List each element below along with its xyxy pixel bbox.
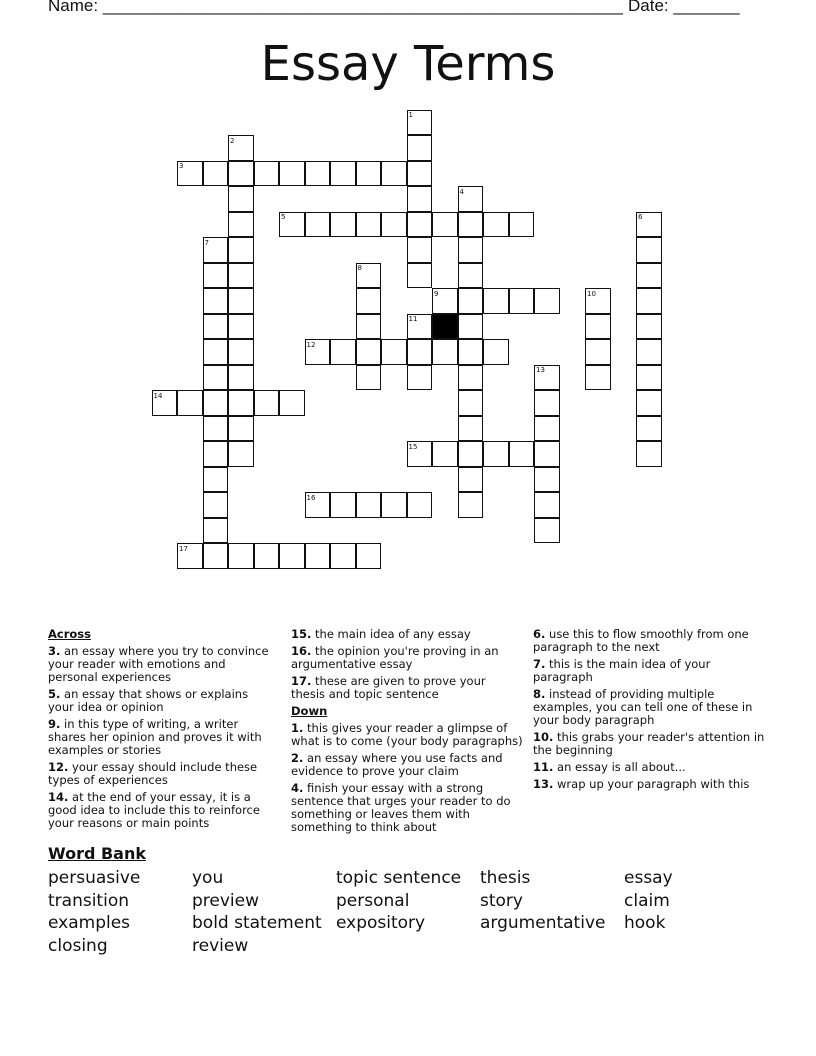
clue-number-label: 3 [179,162,184,170]
clue-number: 14. [48,790,69,804]
crossword-cell[interactable] [381,339,407,365]
clue-number-label: 8 [357,264,362,272]
crossword-cell[interactable] [432,441,458,467]
crossword-cell[interactable] [534,518,560,544]
crossword-cell[interactable] [228,416,254,442]
clue-text: an essay that shows or explains your idea or opinion [48,687,249,714]
clue-number: 10. [533,730,554,744]
crossword-cell[interactable] [356,288,382,314]
crossword-cell[interactable] [458,263,484,289]
crossword-cell[interactable] [279,161,305,187]
word-bank-word: expository [336,913,426,933]
crossword-cell[interactable] [228,314,254,340]
crossword-cell[interactable] [356,161,382,187]
clue-text: this is the main idea of your paragraph [533,657,711,684]
clue-number-label: 16 [306,493,316,502]
clue-text: this gives your reader a glimpse of what is to come (your body paragraphs) [291,721,523,748]
clue-item [533,731,773,757]
crossword-cell[interactable] [483,288,509,314]
crossword-cell[interactable] [407,237,433,263]
crossword-cell[interactable] [203,263,229,289]
crossword-cell[interactable] [228,441,254,467]
crossword-cell[interactable] [534,416,560,442]
page-title: Essay Terms [260,36,556,92]
crossword-cell[interactable] [407,492,433,518]
clue-item [533,658,773,684]
crossword-cell[interactable] [381,161,407,187]
crossword-cell[interactable] [279,543,305,569]
clue-number: 5. [48,687,61,701]
crossword-cell[interactable] [458,467,484,493]
clue-item [48,761,276,787]
crossword-cell[interactable] [458,441,484,467]
clue-number: 12. [48,760,69,774]
crossword-cell[interactable] [228,543,254,569]
clue-text: at the end of your essay, it is a good idea to include this to reinforce your reasons or main points [48,790,260,830]
crossword-cell[interactable] [636,365,662,391]
clue-number: 16. [291,644,312,658]
crossword-cell[interactable] [636,288,662,314]
word-bank-title: Word Bank [48,844,147,863]
clue-item [48,645,276,684]
clue-number: 4. [291,781,304,795]
crossword-cell[interactable] [636,339,662,365]
crossword-cell[interactable] [279,390,305,416]
clue-number-label: 9 [434,289,439,298]
clue-number-label: 12 [306,340,316,349]
crossword-cell[interactable] [356,314,382,340]
crossword-cell[interactable] [228,186,254,212]
clue-number-label: 15 [408,442,418,451]
crossword-cell[interactable] [254,543,280,569]
crossword-cell[interactable] [636,416,662,442]
crossword-cell[interactable] [203,365,229,391]
clue-number-label: 17 [179,544,188,553]
crossword-cell[interactable] [483,339,509,365]
clue-number: 15. [291,627,312,641]
crossword-cell[interactable] [407,263,433,289]
clue-text: an essay is all about... [553,760,686,774]
crossword-cell[interactable] [356,339,382,365]
clue-item [533,688,773,727]
crossword-cell[interactable] [585,314,611,340]
clue-text: the main idea of any essay [311,627,471,641]
crossword-cell[interactable] [203,314,229,340]
crossword-cell[interactable] [534,390,560,416]
crossword-cell[interactable] [458,365,484,391]
clue-item [291,675,523,701]
clue-number-label: 11 [408,315,418,323]
crossword-cell[interactable] [203,416,229,442]
crossword-cell[interactable] [177,390,203,416]
crossword-cell[interactable] [203,518,229,544]
word-bank-word: you [192,868,224,888]
crossword-cell[interactable] [534,441,560,467]
crossword-cell[interactable] [432,339,458,365]
clue-text: this grabs your reader's attention in the beginning [533,730,765,757]
word-bank-word: preview [192,890,260,911]
clue-number: 2. [291,751,304,765]
crossword-cell[interactable] [636,441,662,467]
crossword-cell[interactable] [254,390,280,416]
crossword-cell[interactable] [585,365,611,391]
crossword-cell[interactable] [636,390,662,416]
clue-number: 1. [291,721,304,735]
clue-text: your essay should include these types of experiences [48,760,258,787]
clue-item [291,722,523,748]
word-bank-word: personal [336,890,410,911]
word-bank-word: claim [624,890,670,911]
clues-column-1 [48,628,276,834]
clues-column-2 [291,628,523,838]
clue-item [291,628,523,641]
crossword-cell[interactable] [305,543,331,569]
crossword-cell[interactable] [356,365,382,391]
clue-number-label: 10 [587,289,596,298]
clue-number-label: 7 [204,238,209,247]
crossword-cell[interactable] [509,441,535,467]
crossword-cell[interactable] [356,543,382,569]
crossword-cell[interactable] [585,339,611,365]
clue-item [48,791,276,830]
crossword-cell[interactable] [330,492,356,518]
crossword-cell[interactable] [407,212,433,238]
crossword-cell[interactable] [305,161,331,187]
clue-item [533,778,773,791]
clue-text: the opinion you're proving in an argumentative essay [291,644,499,671]
crossword-cell[interactable] [483,441,509,467]
clue-item [291,645,523,671]
crossword-cell[interactable] [381,212,407,238]
crossword-cell[interactable] [330,339,356,365]
crossword-cell[interactable] [407,135,433,161]
name-line: Name: _______________________________________________________ [48,0,623,15]
clue-item [48,718,276,757]
clue-number-label: 13 [536,366,545,374]
crossword-cell[interactable] [228,212,254,238]
crossword-cell[interactable] [203,441,229,467]
crossword-cell[interactable] [356,492,382,518]
crossword-cell[interactable] [534,288,560,314]
clue-item [291,782,523,834]
crossword-cell[interactable] [636,314,662,340]
crossword-cell[interactable] [458,492,484,518]
crossword-cell[interactable] [203,339,229,365]
crossword-cell[interactable] [458,416,484,442]
across-heading: Across [48,627,91,641]
crossword-cell[interactable] [407,339,433,365]
crossword-cell[interactable] [432,212,458,238]
clue-number-label: 4 [459,187,464,196]
crossword-cell[interactable] [636,263,662,289]
clue-text: finish your essay with a strong sentence that urges your reader to do something or leaves them with something to think about [291,781,511,834]
crossword-cell[interactable] [203,543,229,569]
word-bank-word: topic sentence [336,868,462,888]
clue-number-label: 5 [281,213,286,221]
crossword-cell[interactable] [509,212,535,238]
crossword-cell[interactable] [458,212,484,238]
clue-item [291,752,523,778]
word-bank-word: argumentative [480,913,606,933]
clue-number: 11. [533,760,554,774]
clue-text: instead of providing multiple examples, you can tell one of these in your body paragraph [533,687,753,727]
crossword-cell[interactable] [228,365,254,391]
word-bank-word: transition [48,890,129,911]
down-heading: Down [291,704,328,718]
crossword-cell[interactable] [305,212,331,238]
crossword-cell[interactable] [381,492,407,518]
word-bank-word: essay [624,868,673,888]
clue-number: 6. [533,627,546,641]
word-bank-word: story [480,890,523,911]
clue-number: 13. [533,777,554,791]
crossword-cell[interactable] [228,339,254,365]
clue-number: 8. [533,687,546,701]
word-bank-word: examples [48,913,131,933]
word-bank-word: closing [48,935,108,956]
clue-item [533,628,773,654]
clue-text: in this type of writing, a writer shares her opinion and proves it with examples or stories [48,717,262,757]
crossword-cell[interactable] [330,543,356,569]
clue-text: use this to flow smoothly from one paragraph to the next [533,627,749,654]
crossword-cell[interactable] [407,365,433,391]
clue-number: 7. [533,657,546,671]
clue-number: 9. [48,717,61,731]
clue-item [533,761,773,774]
crossword-cell[interactable] [228,161,254,187]
crossword-cell[interactable] [203,492,229,518]
clue-text: wrap up your paragraph with this [553,777,750,791]
crossword-cell[interactable] [228,288,254,314]
crossword-cell[interactable] [330,161,356,187]
clue-number-label: 2 [230,136,235,145]
clue-number-label: 14 [153,391,163,400]
word-bank-word: thesis [480,868,531,888]
crossword-cell[interactable] [203,467,229,493]
clue-text: these are given to prove your thesis and topic sentence [291,674,486,701]
crossword-cell[interactable] [407,161,433,187]
crossword-cell[interactable] [330,212,356,238]
crossword-cell[interactable] [203,288,229,314]
word-bank-word: bold statement [192,913,322,933]
crossword-cell[interactable] [534,467,560,493]
clue-text: an essay where you use facts and evidence to prove your claim [291,751,503,778]
clue-number: 3. [48,644,61,658]
crossword-cell[interactable] [534,492,560,518]
word-bank-word: persuasive [48,868,141,888]
clues-column-3 [533,628,773,795]
crossword-cell[interactable] [636,237,662,263]
crossword-cell[interactable] [254,161,280,187]
crossword-cell[interactable] [458,288,484,314]
crossword-cell[interactable] [458,314,484,340]
crossword-cell[interactable] [356,212,382,238]
word-bank-word: review [192,935,249,956]
crossword-cell[interactable] [203,390,229,416]
crossword-cell[interactable] [509,288,535,314]
crossword-black-cell [432,314,458,340]
clue-number-label: 6 [638,213,643,221]
clue-item [48,688,276,714]
crossword-cell[interactable] [203,161,229,187]
clue-number-label: 1 [408,111,413,119]
crossword-cell[interactable] [407,186,433,212]
crossword-cell[interactable] [228,390,254,416]
crossword-cell[interactable] [483,212,509,238]
crossword-cell[interactable] [458,390,484,416]
crossword-cell[interactable] [228,263,254,289]
word-bank-word: hook [624,913,666,933]
date-line: Date: _______ [628,0,740,15]
crossword-cell[interactable] [458,339,484,365]
clue-number: 17. [291,674,312,688]
crossword-cell[interactable] [228,237,254,263]
crossword-cell[interactable] [458,237,484,263]
clue-text: an essay where you try to convince your reader with emotions and personal experiences [48,644,269,684]
